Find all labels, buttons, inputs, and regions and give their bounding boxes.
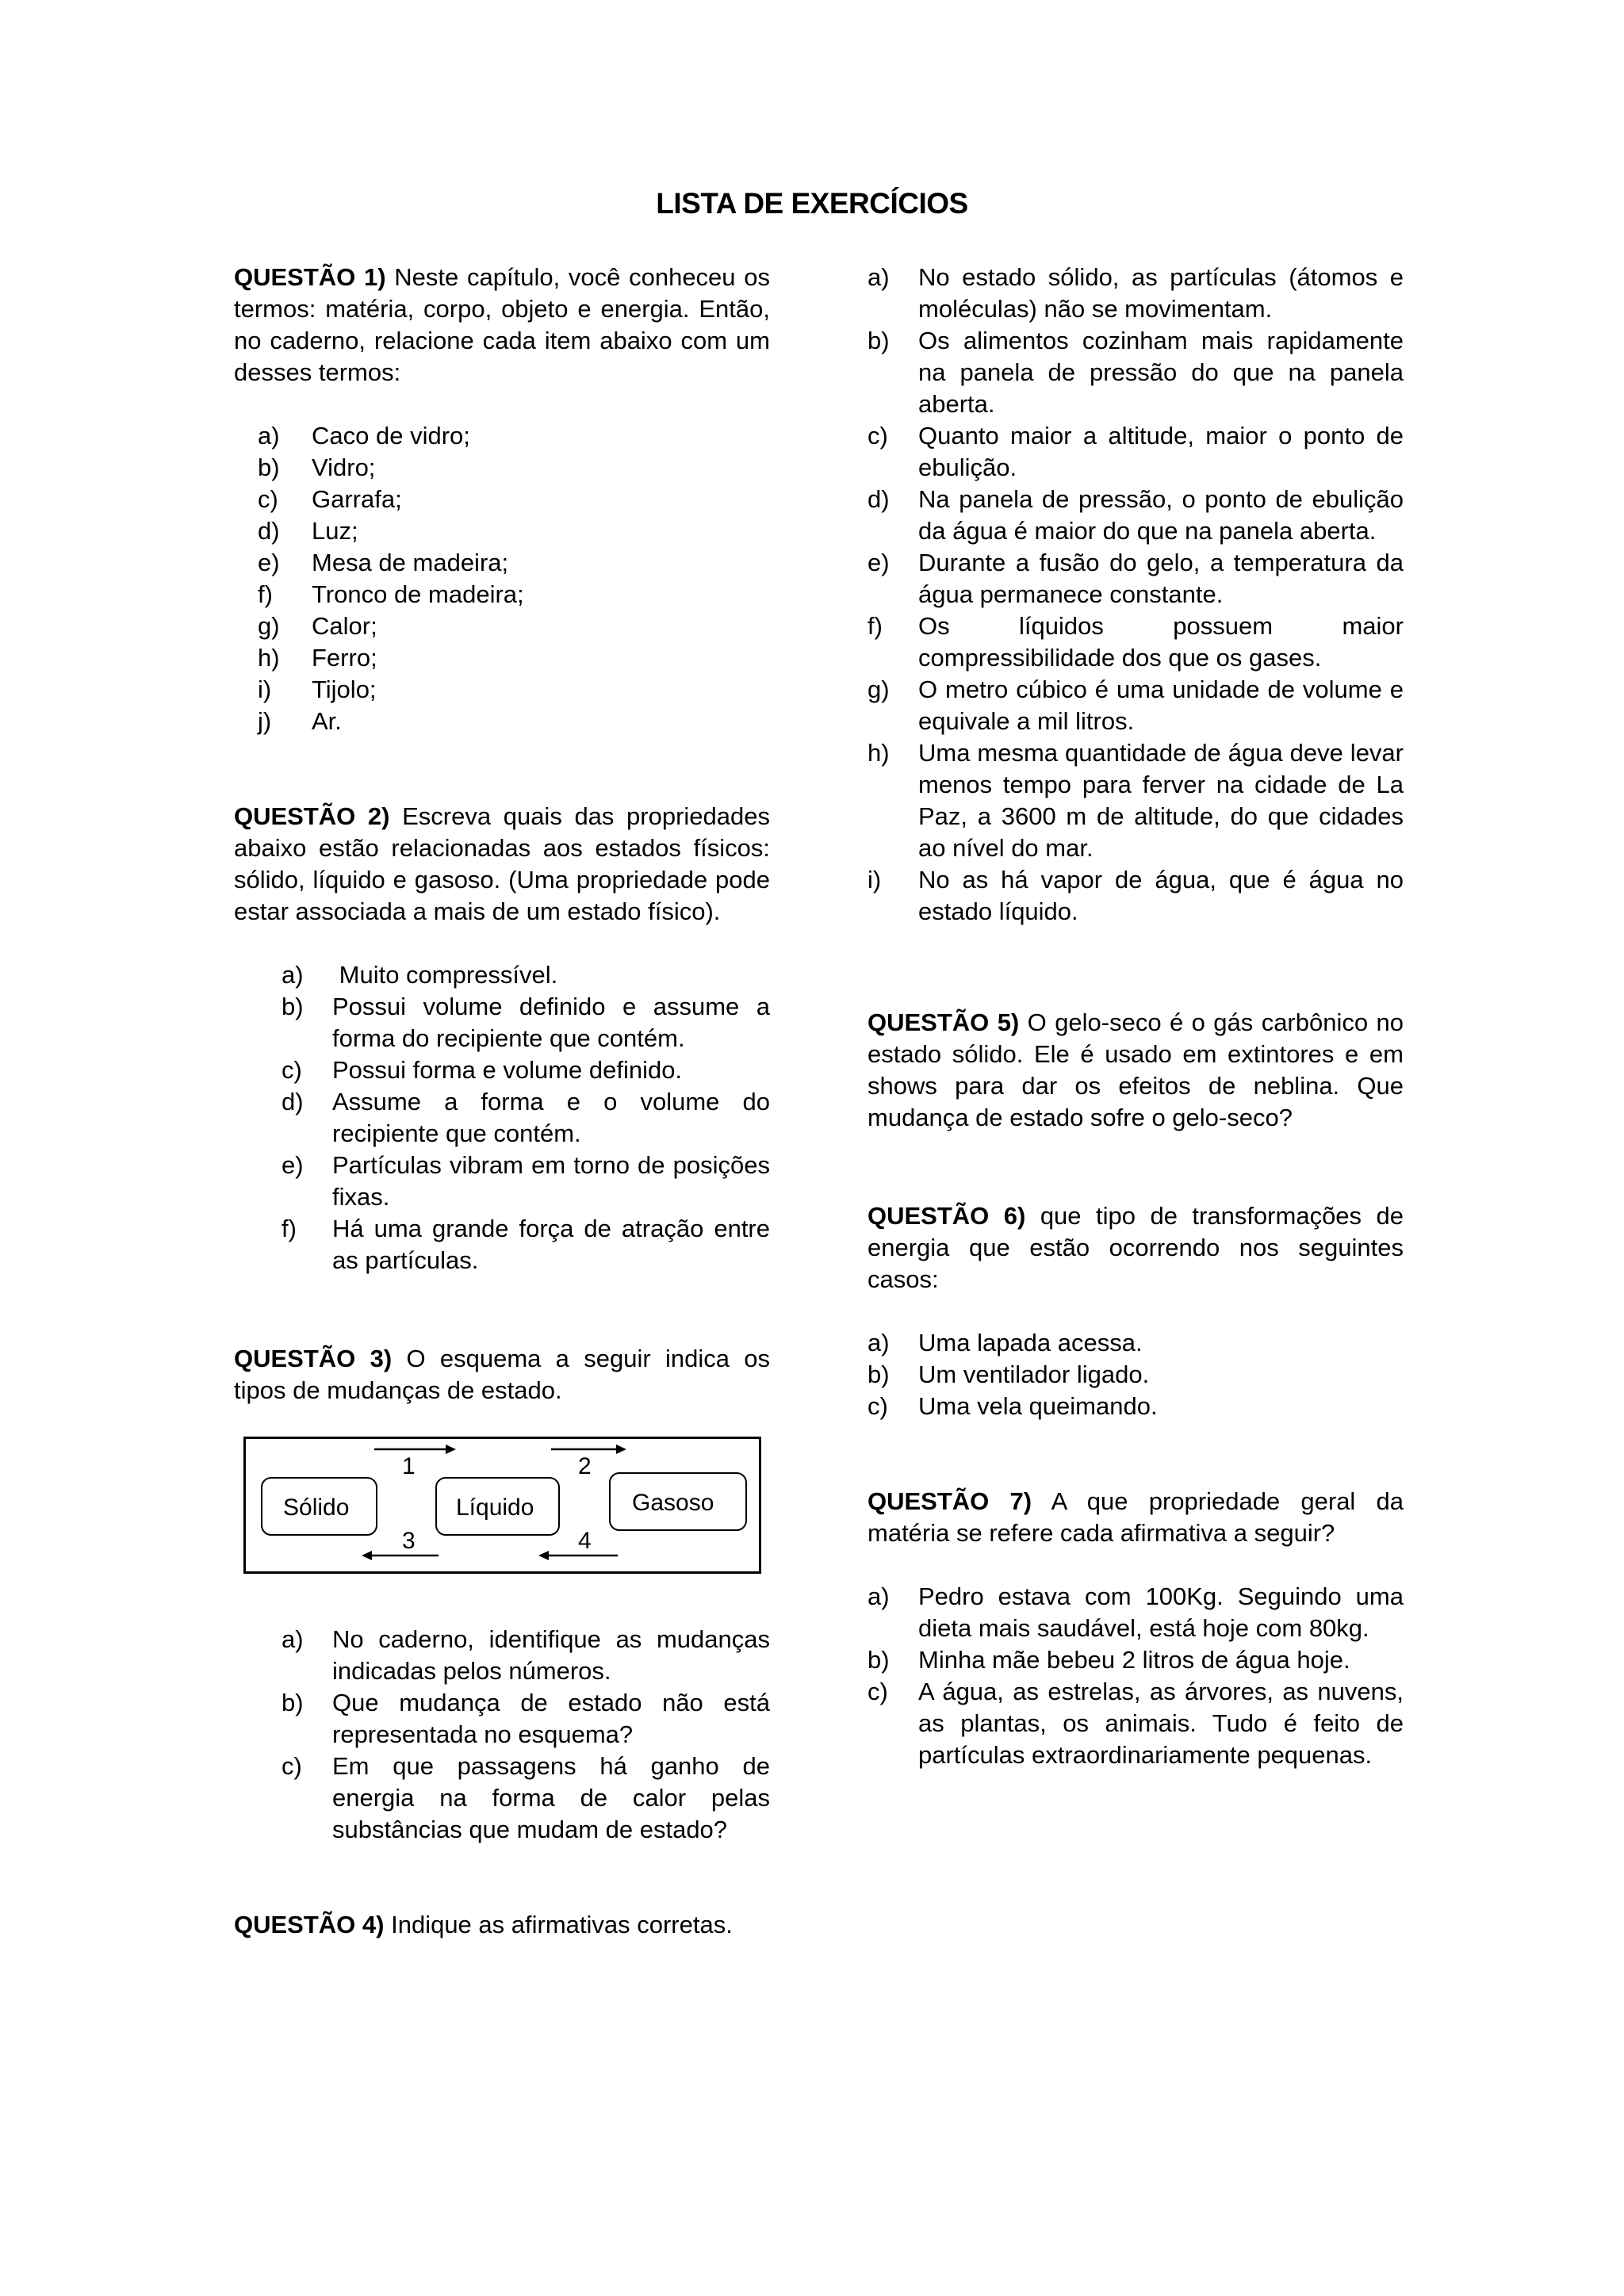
- question-3-label: QUESTÃO 3): [234, 1345, 393, 1372]
- arrow-3-number: 3: [402, 1528, 416, 1554]
- right-column: [868, 262, 1404, 1771]
- list-item: f) Os líquidos possuem maior compressibilidade dos que os gases.: [868, 612, 1404, 672]
- list-item: c) A água, as estrelas, as árvores, as nuvens, as plantas, os animais. Tudo é feito de partículas extraordinariamente pequenas.: [868, 1678, 1404, 1769]
- list-item: d) Luz;: [258, 517, 358, 545]
- list-item: d) Na panela de pressão, o ponto de ebulição da água é maior do que na panela aberta.: [868, 485, 1404, 545]
- question-1-label: QUESTÃO 1): [234, 263, 386, 291]
- question-4-items: [820, 262, 1404, 928]
- question-7-items: [820, 1581, 1404, 1771]
- list-item: c) Em que passagens há ganho de energia na forma de calor pelas substâncias que mudam de estado?: [282, 1752, 770, 1843]
- list-item: h) Uma mesma quantidade de água deve levar menos tempo para ferver na cidade de La Paz, a 3600 m de altitude, do que cidades ao nível do mar.: [868, 739, 1404, 862]
- list-item: a) No caderno, identifique as mudanças indicadas pelos números.: [282, 1625, 770, 1685]
- list-item: f) Tronco de madeira;: [258, 580, 524, 608]
- arrow-2-number: 2: [578, 1453, 592, 1479]
- question-7-label: QUESTÃO 7): [868, 1487, 1032, 1515]
- list-item: f) Há uma grande força de atração entre as partículas.: [282, 1215, 770, 1274]
- question-7-text: A que propriedade geral da matéria se refere cada afirmativa a seguir?: [868, 1487, 1404, 1547]
- list-item: a) Pedro estava com 100Kg. Seguindo uma dieta mais saudável, está hoje com 80kg.: [868, 1582, 1404, 1642]
- question-2-text: Escreva quais das propriedades abaixo estão relacionadas aos estados físicos: sólido, líquido e gasoso. (Uma propriedade pode estar associada a mais de um estado físico).: [234, 802, 770, 925]
- question-1-text: Neste capítulo, você conheceu os termos: matéria, corpo, objeto e energia. Então, no caderno, relacione cada item abaixo com um desses termos:: [234, 263, 770, 386]
- list-item: i) Tijolo;: [258, 675, 377, 703]
- list-item: b) Que mudança de estado não está representada no esquema?: [282, 1689, 770, 1748]
- question-1-items: [234, 420, 770, 737]
- list-item: i) No as há vapor de água, que é água no estado líquido.: [868, 866, 1404, 925]
- question-1: [234, 262, 770, 388]
- list-item: h) Ferro;: [258, 644, 377, 672]
- list-item: a) Muito compressível.: [282, 961, 558, 989]
- arrow-1-head: [446, 1445, 456, 1454]
- arrow-3-head: [362, 1551, 372, 1560]
- question-3-text: O esquema a seguir indica os tipos de mudanças de estado.: [234, 1345, 770, 1404]
- question-3-items: [234, 1624, 770, 1846]
- question-4: [234, 1909, 770, 1941]
- question-4-label: QUESTÃO 4): [234, 1911, 385, 1938]
- question-4-text: Indique as afirmativas corretas.: [391, 1911, 733, 1938]
- list-item: g) O metro cúbico é uma unidade de volume e equivale a mil litros.: [868, 675, 1404, 735]
- question-2-label: QUESTÃO 2): [234, 802, 390, 830]
- question-6-label: QUESTÃO 6): [868, 1202, 1026, 1230]
- arrow-2-head: [616, 1445, 626, 1454]
- list-item: e) Partículas vibram em torno de posições fixas.: [282, 1151, 770, 1211]
- list-item: c) Quanto maior a altitude, maior o ponto de ebulição.: [868, 422, 1404, 481]
- list-item: c) Garrafa;: [258, 485, 402, 513]
- question-5: [868, 1007, 1404, 1134]
- list-item: e) Mesa de madeira;: [258, 549, 509, 576]
- arrow-4-number: 4: [578, 1528, 592, 1554]
- gas-label: Gasoso: [632, 1490, 714, 1516]
- list-item: a) Caco de vidro;: [258, 422, 470, 450]
- liquid-label: Líquido: [456, 1494, 534, 1521]
- list-item: e) Durante a fusão do gelo, a temperatura da água permanece constante.: [868, 549, 1404, 608]
- question-7: [868, 1486, 1404, 1549]
- list-item: d) Assume a forma e o volume do recipiente que contém.: [282, 1088, 770, 1147]
- list-item: b) Vidro;: [258, 453, 376, 481]
- list-item: b) Um ventilador ligado.: [868, 1360, 1150, 1388]
- list-item: b) Possui volume definido e assume a forma do recipiente que contém.: [282, 993, 770, 1052]
- left-column: [234, 262, 770, 1941]
- arrow-1-number: 1: [402, 1453, 416, 1479]
- list-item: a) Uma lapada acessa.: [868, 1329, 1143, 1357]
- page-title: LISTA DE EXERCÍCIOS: [656, 187, 968, 220]
- list-item: b) Minha mãe bebeu 2 litros de água hoje.: [868, 1646, 1350, 1674]
- list-item: a) No estado sólido, as partículas (átomos e moléculas) não se movimentam.: [868, 263, 1404, 323]
- list-item: c) Uma vela queimando.: [868, 1392, 1158, 1420]
- list-item: j) Ar.: [258, 707, 342, 735]
- question-2: [234, 801, 770, 928]
- question-3: [234, 1343, 770, 1406]
- question-2-items: [234, 959, 770, 1276]
- arrow-4-head: [538, 1551, 549, 1560]
- list-item: c) Possui forma e volume definido.: [282, 1056, 683, 1084]
- question-5-label: QUESTÃO 5): [868, 1008, 1020, 1036]
- solid-label: Sólido: [283, 1494, 350, 1521]
- question-6: [868, 1200, 1404, 1295]
- list-item: b) Os alimentos cozinham mais rapidamente na panela de pressão do que na panela aberta.: [868, 327, 1404, 418]
- state-change-diagram: [243, 1437, 767, 1576]
- question-6-text: que tipo de transformações de energia que estão ocorrendo nos seguintes casos:: [868, 1202, 1404, 1293]
- question-6-items: [820, 1327, 1404, 1422]
- list-item: g) Calor;: [258, 612, 377, 640]
- question-5-text: O gelo-seco é o gás carbônico no estado sólido. Ele é usado em extintores e em shows para dar os efeitos de neblina. Que mudança de estado sofre o gelo-seco?: [868, 1008, 1404, 1131]
